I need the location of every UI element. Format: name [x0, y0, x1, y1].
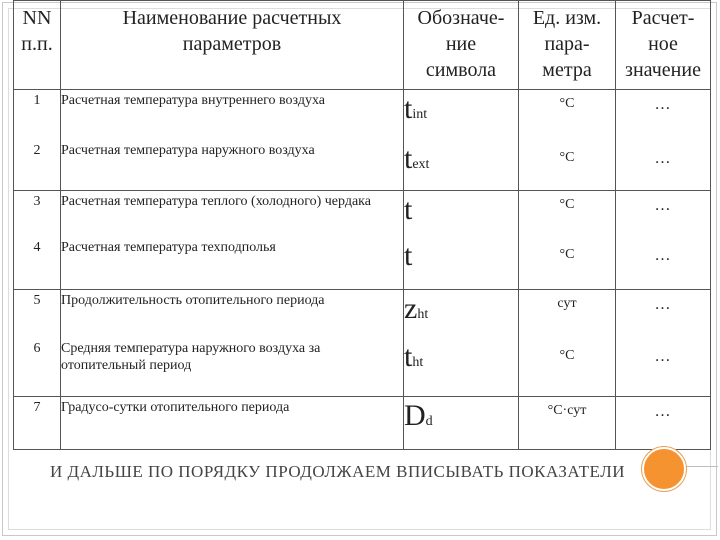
header-unit: [519, 1, 616, 90]
header-symbol-line2: ние: [445, 33, 477, 55]
table-row-group: [14, 90, 711, 191]
row-name: Градусо-сутки отопительного периода: [61, 400, 290, 415]
table-row-group: [14, 290, 711, 397]
table-cell-sym: [404, 397, 519, 450]
symbol-main: t: [404, 239, 413, 272]
row-value: …: [654, 296, 672, 313]
table-cell-num: [14, 191, 61, 290]
row-name: Расчетная температура наружного воздуха: [61, 143, 315, 158]
table-cell-unit: [519, 90, 616, 191]
table-cell-name: [61, 290, 404, 397]
row-symbol: [404, 397, 518, 445]
symbol-subscript: ext: [412, 157, 430, 172]
header-value-line1: Расчет-: [631, 7, 695, 29]
symbol-main: D: [404, 399, 426, 432]
table-row-group: [14, 191, 711, 290]
table-cell-num: [14, 397, 61, 450]
row-number: 5: [33, 293, 41, 308]
row-symbol: [404, 290, 518, 338]
table-header-row: [14, 1, 711, 90]
parameters-table: [13, 0, 711, 450]
symbol-main: t: [404, 340, 413, 373]
header-value: [616, 1, 711, 90]
row-symbol: [404, 237, 518, 281]
table-cell-val: [616, 191, 711, 290]
row-unit: °C: [559, 150, 575, 165]
header-num: [14, 1, 61, 90]
table-cell-val: [616, 290, 711, 397]
row-unit: °C: [559, 247, 575, 262]
row-symbol: [404, 338, 518, 388]
row-unit: °C: [559, 96, 575, 111]
table-cell-name: [61, 397, 404, 450]
row-unit: °C: [559, 348, 575, 363]
table-cell-name: [61, 90, 404, 191]
row-number: 4: [33, 240, 41, 255]
header-unit-line1: Ед. изм.: [532, 7, 602, 29]
header-unit-line2: пара-: [544, 33, 590, 55]
row-name: Расчетная температура техподполья: [61, 240, 276, 255]
row-number: 2: [33, 143, 41, 158]
header-symbol-line1: Обозначе-: [417, 7, 505, 29]
header-unit-line3: метра: [542, 59, 592, 81]
symbol-subscript: ht: [417, 307, 429, 322]
symbol-main: t: [404, 193, 413, 226]
symbol-subscript: ht: [412, 355, 424, 370]
symbol-main: t: [404, 142, 413, 175]
symbol-main: t: [404, 92, 413, 125]
table-cell-unit: [519, 397, 616, 450]
table-cell-val: [616, 90, 711, 191]
row-value: …: [654, 150, 672, 167]
table-cell-unit: [519, 290, 616, 397]
header-name-line2: параметров: [182, 33, 282, 55]
row-name: Продолжительность отопительного периода: [61, 293, 325, 308]
table-cell-num: [14, 290, 61, 397]
row-number: 1: [33, 93, 41, 108]
header-num-line1: NN: [22, 7, 52, 29]
table-row-group: [14, 397, 711, 450]
row-value: …: [654, 403, 672, 420]
row-number: 7: [33, 400, 41, 415]
header-name-line1: Наименование расчетных: [122, 7, 342, 29]
row-name: Средняя температура наружного воздуха за отопительный период: [61, 341, 321, 373]
row-number: 3: [33, 194, 41, 209]
row-value: …: [654, 247, 672, 264]
row-name: Расчетная температура внутреннего воздуха: [61, 93, 325, 108]
row-symbol: [404, 90, 518, 140]
header-num-line2: п.п.: [21, 33, 53, 55]
symbol-main: z: [404, 292, 418, 325]
symbol-subscript: int: [412, 107, 428, 122]
table-cell-sym: [404, 191, 519, 290]
header-symbol: [404, 1, 519, 90]
row-value: …: [654, 348, 672, 365]
footer-note: И ДАЛЬШЕ ПО ПОРЯДКУ ПРОДОЛЖАЕМ ВПИСЫВАТЬ ПОКАЗАТЕЛИ: [50, 462, 626, 481]
header-symbol-line3: символа: [425, 59, 497, 81]
symbol-subscript: d: [425, 414, 433, 429]
table-cell-sym: [404, 90, 519, 191]
row-name: Расчетная температура теплого (холодного) чердака: [61, 194, 371, 209]
row-unit: сут: [557, 296, 577, 311]
header-value-line2: ное: [648, 33, 678, 55]
header-value-line3: значение: [625, 59, 701, 81]
table-cell-name: [61, 191, 404, 290]
orange-circle-icon: [642, 447, 686, 491]
row-symbol: [404, 191, 518, 237]
table-cell-num: [14, 90, 61, 191]
row-value: …: [654, 197, 672, 214]
row-number: 6: [33, 341, 41, 356]
table-cell-val: [616, 397, 711, 450]
table-cell-unit: [519, 191, 616, 290]
row-value: …: [654, 96, 672, 113]
row-symbol: [404, 140, 518, 182]
row-unit: °C: [559, 197, 575, 212]
table-cell-sym: [404, 290, 519, 397]
row-unit: °C·сут: [547, 403, 587, 418]
header-name: [61, 1, 404, 90]
